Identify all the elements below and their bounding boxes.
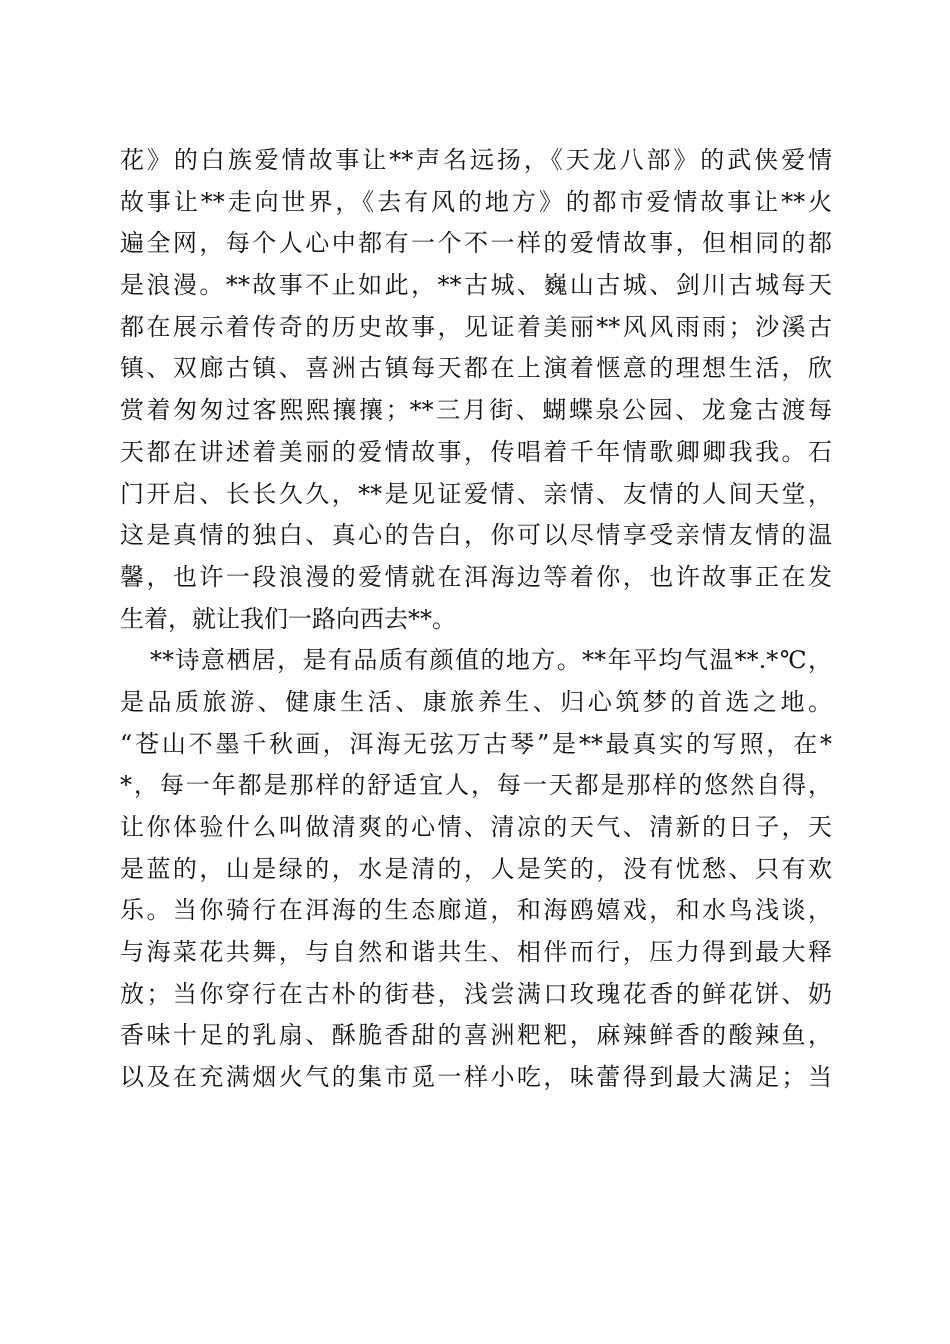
paragraph-1: [120, 140, 832, 640]
text-line: 天都在讲述着美丽的爱情故事，传唱着千年情歌卿卿我我。石: [120, 437, 832, 466]
text-line: 以及在充满烟火气的集市觅一样小吃，味蕾得到最大满足；当: [120, 1063, 832, 1092]
text-line: *，每一年都是那样的舒适宜人，每一天都是那样的悠然自得，: [120, 771, 832, 800]
text-line: 是蓝的，山是绿的，水是清的，人是笑的，没有忧愁、只有欢: [120, 854, 832, 883]
text-line: 花》的白族爱情故事让**声名远扬，《天龙八部》的武侠爱情: [120, 146, 832, 174]
text-line: 放；当你穿行在古朴的街巷，浅尝满口玫瑰花香的鲜花饼、奶: [120, 979, 832, 1008]
text-line: 让你体验什么叫做清爽的心情、清凉的天气、清新的日子，天: [120, 813, 832, 841]
text-line: 香味十足的乳扇、酥脆香甜的喜洲粑粑，麻辣鲜香的酸辣鱼，: [120, 1021, 832, 1050]
text-line: 故事让**走向世界，《去有风的地方》的都市爱情故事让**火: [120, 187, 832, 216]
text-line: 馨，也许一段浪漫的爱情就在洱海边等着你，也许故事正在发: [120, 562, 832, 591]
text-line: 生着，就让我们一路向西去**。: [120, 604, 456, 633]
text-line: 这是真情的独白、真心的告白，你可以尽情享受亲情友情的温: [120, 521, 832, 550]
body-text: [120, 140, 832, 1099]
text-line: 是浪漫。**故事不止如此，**古城、巍山古城、剑川古城每天: [120, 271, 832, 300]
text-line: 遍全网，每个人心中都有一个不一样的爱情故事，但相同的都: [120, 229, 832, 258]
text-line: 镇、双廊古镇、喜洲古镇每天都在上演着惬意的理想生活，欣: [120, 354, 832, 383]
text-line: **诗意栖居，是有品质有颜值的地方。**年平均气温**.*℃，: [150, 646, 832, 675]
paragraph-2: [120, 640, 832, 1099]
text-line: “苍山不墨千秋画，洱海无弦万古琴”是**最真实的写照，在*: [120, 729, 832, 758]
text-line: 都在展示着传奇的历史故事，见证着美丽**风风雨雨；沙溪古: [120, 312, 832, 341]
text-line: 与海菜花共舞，与自然和谐共生、相伴而行，压力得到最大释: [120, 938, 832, 967]
text-line: 是品质旅游、健康生活、康旅养生、归心筑梦的首选之地。: [120, 687, 832, 716]
text-line: 门开启、长长久久，**是见证爱情、亲情、友情的人间天堂，: [120, 479, 832, 508]
text-line: 赏着匆匆过客熙熙攘攘；**三月街、蝴蝶泉公园、龙龛古渡每: [120, 396, 832, 425]
text-line: 乐。当你骑行在洱海的生态廊道，和海鸥嬉戏，和水鸟浅谈，: [120, 896, 832, 925]
